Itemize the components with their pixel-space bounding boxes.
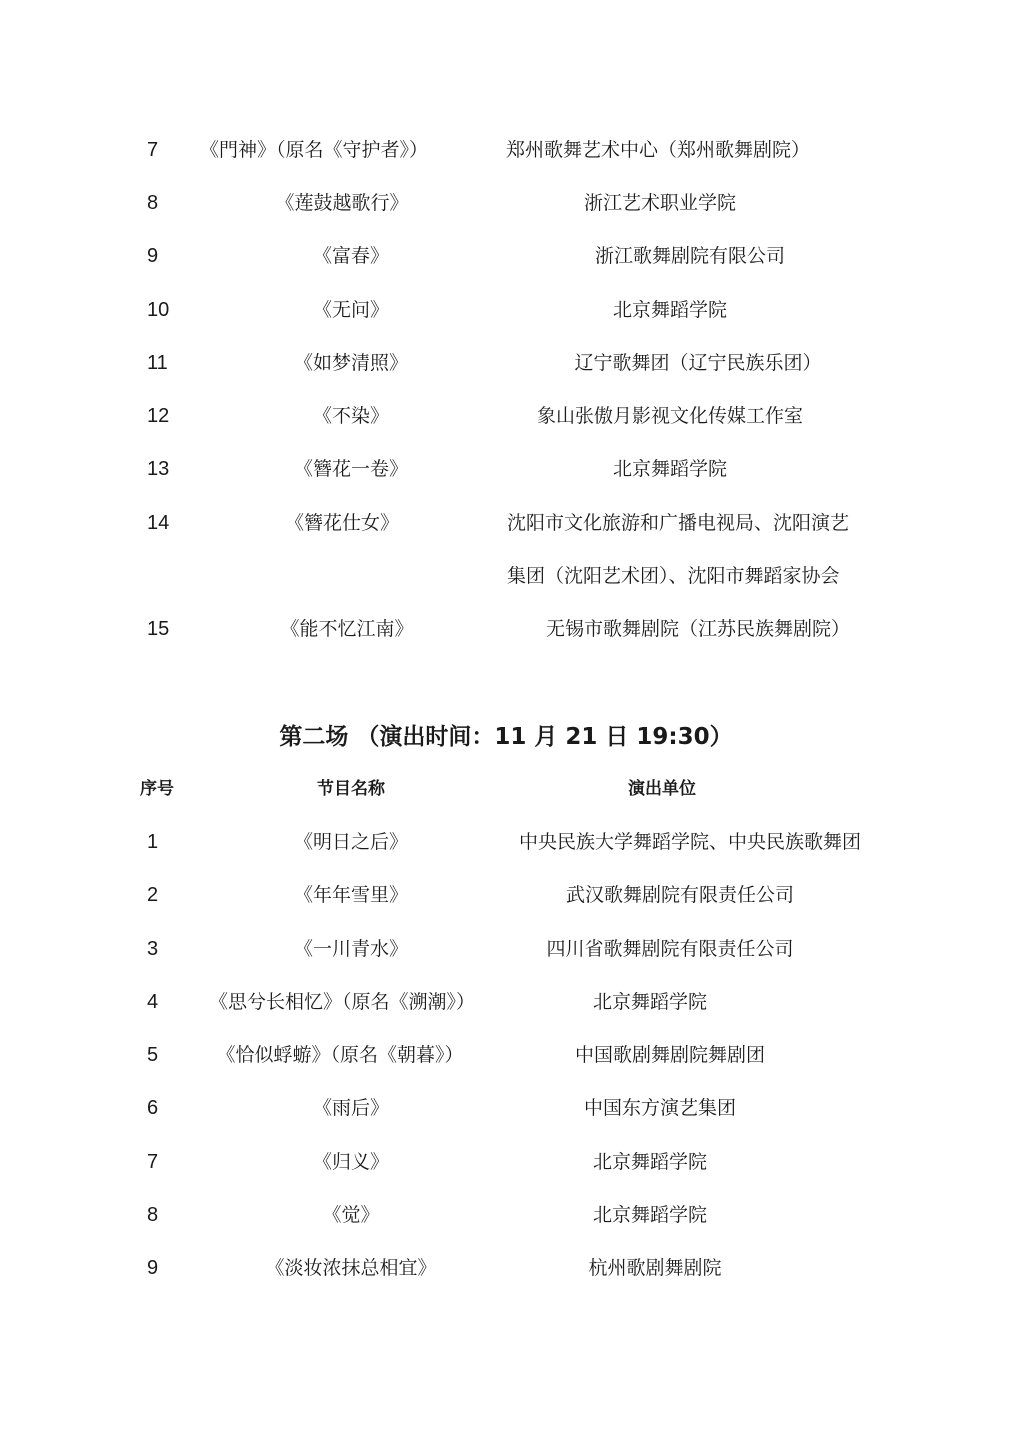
row-number: 10 (147, 299, 170, 321)
program-title: 《归义》 (312, 1151, 390, 1173)
column-header-unit: 演出单位 (628, 779, 696, 799)
row-number: 1 (147, 831, 159, 853)
table-row (0, 987, 1012, 1017)
row-number: 6 (147, 1097, 159, 1119)
performing-unit: 中国歌剧舞剧院舞剧团 (574, 1044, 766, 1066)
table-row (0, 348, 1012, 378)
program-title: 《富春》 (312, 245, 390, 267)
row-number: 4 (147, 991, 159, 1013)
table-row (0, 614, 1012, 644)
performing-unit: 浙江艺术职业学院 (583, 192, 737, 214)
performing-unit: 中国东方演艺集团 (583, 1097, 737, 1119)
row-number: 11 (147, 352, 168, 374)
table-row (0, 295, 1012, 325)
row-number: 9 (147, 245, 159, 267)
row-number: 15 (147, 618, 170, 640)
table-row (0, 454, 1012, 484)
row-number: 14 (147, 512, 170, 534)
program-title: 《如梦清照》 (293, 352, 409, 374)
table-row-continuation (0, 561, 1012, 591)
performing-unit: 杭州歌剧舞剧院 (588, 1257, 722, 1279)
row-number: 12 (147, 405, 170, 427)
table-row (0, 1147, 1012, 1177)
table-row (0, 401, 1012, 431)
table-row (0, 827, 1012, 857)
row-number: 9 (147, 1257, 159, 1279)
performing-unit: 郑州歌舞艺术中心（郑州歌舞剧院） (506, 139, 811, 161)
program-title: 《簪花一卷》 (293, 458, 409, 480)
table-row (0, 188, 1012, 218)
performing-unit: 北京舞蹈学院 (592, 1204, 708, 1226)
row-number: 8 (147, 192, 159, 214)
program-title: 《一川青水》 (293, 938, 409, 960)
row-number: 13 (147, 458, 170, 480)
row-number: 3 (147, 938, 159, 960)
performing-unit-continued: 集团（沈阳艺术团）、沈阳市舞蹈家协会 (507, 565, 840, 587)
program-title: 《明日之后》 (293, 831, 409, 853)
program-title: 《年年雪里》 (293, 884, 409, 906)
performing-unit: 沈阳市文化旅游和广播电视局、沈阳演艺 (507, 512, 850, 534)
performing-unit: 北京舞蹈学院 (612, 458, 728, 480)
program-title: 《恰似蜉蝣》（原名《朝暮》） (216, 1044, 464, 1066)
performing-unit: 北京舞蹈学院 (592, 991, 708, 1013)
performing-unit: 无锡市歌舞剧院（江苏民族舞剧院） (545, 618, 851, 640)
column-header-title: 节目名称 (317, 779, 385, 799)
performing-unit: 武汉歌舞剧院有限责任公司 (565, 884, 795, 906)
performing-unit: 北京舞蹈学院 (612, 299, 728, 321)
column-header-number: 序号 (140, 779, 174, 799)
performing-unit: 四川省歌舞剧院有限责任公司 (546, 938, 794, 960)
performing-unit: 北京舞蹈学院 (592, 1151, 708, 1173)
performing-unit: 辽宁歌舞团（辽宁民族乐团） (574, 352, 822, 374)
performing-unit: 中央民族大学舞蹈学院、中央民族歌舞团 (518, 831, 862, 853)
table-row (0, 241, 1012, 271)
table-row (0, 1093, 1012, 1123)
table-row (0, 1040, 1012, 1070)
row-number: 2 (147, 884, 159, 906)
row-number: 7 (147, 139, 159, 161)
table-row (0, 1200, 1012, 1230)
table-row (0, 508, 1012, 538)
program-title: 《觉》 (322, 1204, 380, 1226)
performing-unit: 浙江歌舞剧院有限公司 (594, 245, 786, 267)
program-title: 《門神》（原名《守护者》） (200, 139, 429, 161)
table-row (0, 1253, 1012, 1283)
table-row (0, 135, 1012, 165)
performing-unit: 象山张傲月影视文化传媒工作室 (536, 405, 804, 427)
program-title: 《簪花仕女》 (284, 512, 400, 534)
table-header (0, 774, 1012, 804)
table-row (0, 934, 1012, 964)
program-title: 《能不忆江南》 (280, 618, 414, 640)
row-number: 5 (147, 1044, 159, 1066)
program-title: 《莲鼓越歌行》 (275, 192, 409, 214)
row-number: 7 (147, 1151, 159, 1173)
section-heading: 第二场 （演出时间：11 月 21 日 19:30） (279, 724, 733, 750)
program-title: 《无问》 (312, 299, 390, 321)
table-row (0, 880, 1012, 910)
program-title: 《思兮长相忆》（原名《溯潮》） (208, 991, 476, 1013)
program-title: 《雨后》 (312, 1097, 390, 1119)
program-title: 《淡妆浓抹总相宜》 (265, 1257, 437, 1279)
row-number: 8 (147, 1204, 159, 1226)
program-title: 《不染》 (312, 405, 390, 427)
